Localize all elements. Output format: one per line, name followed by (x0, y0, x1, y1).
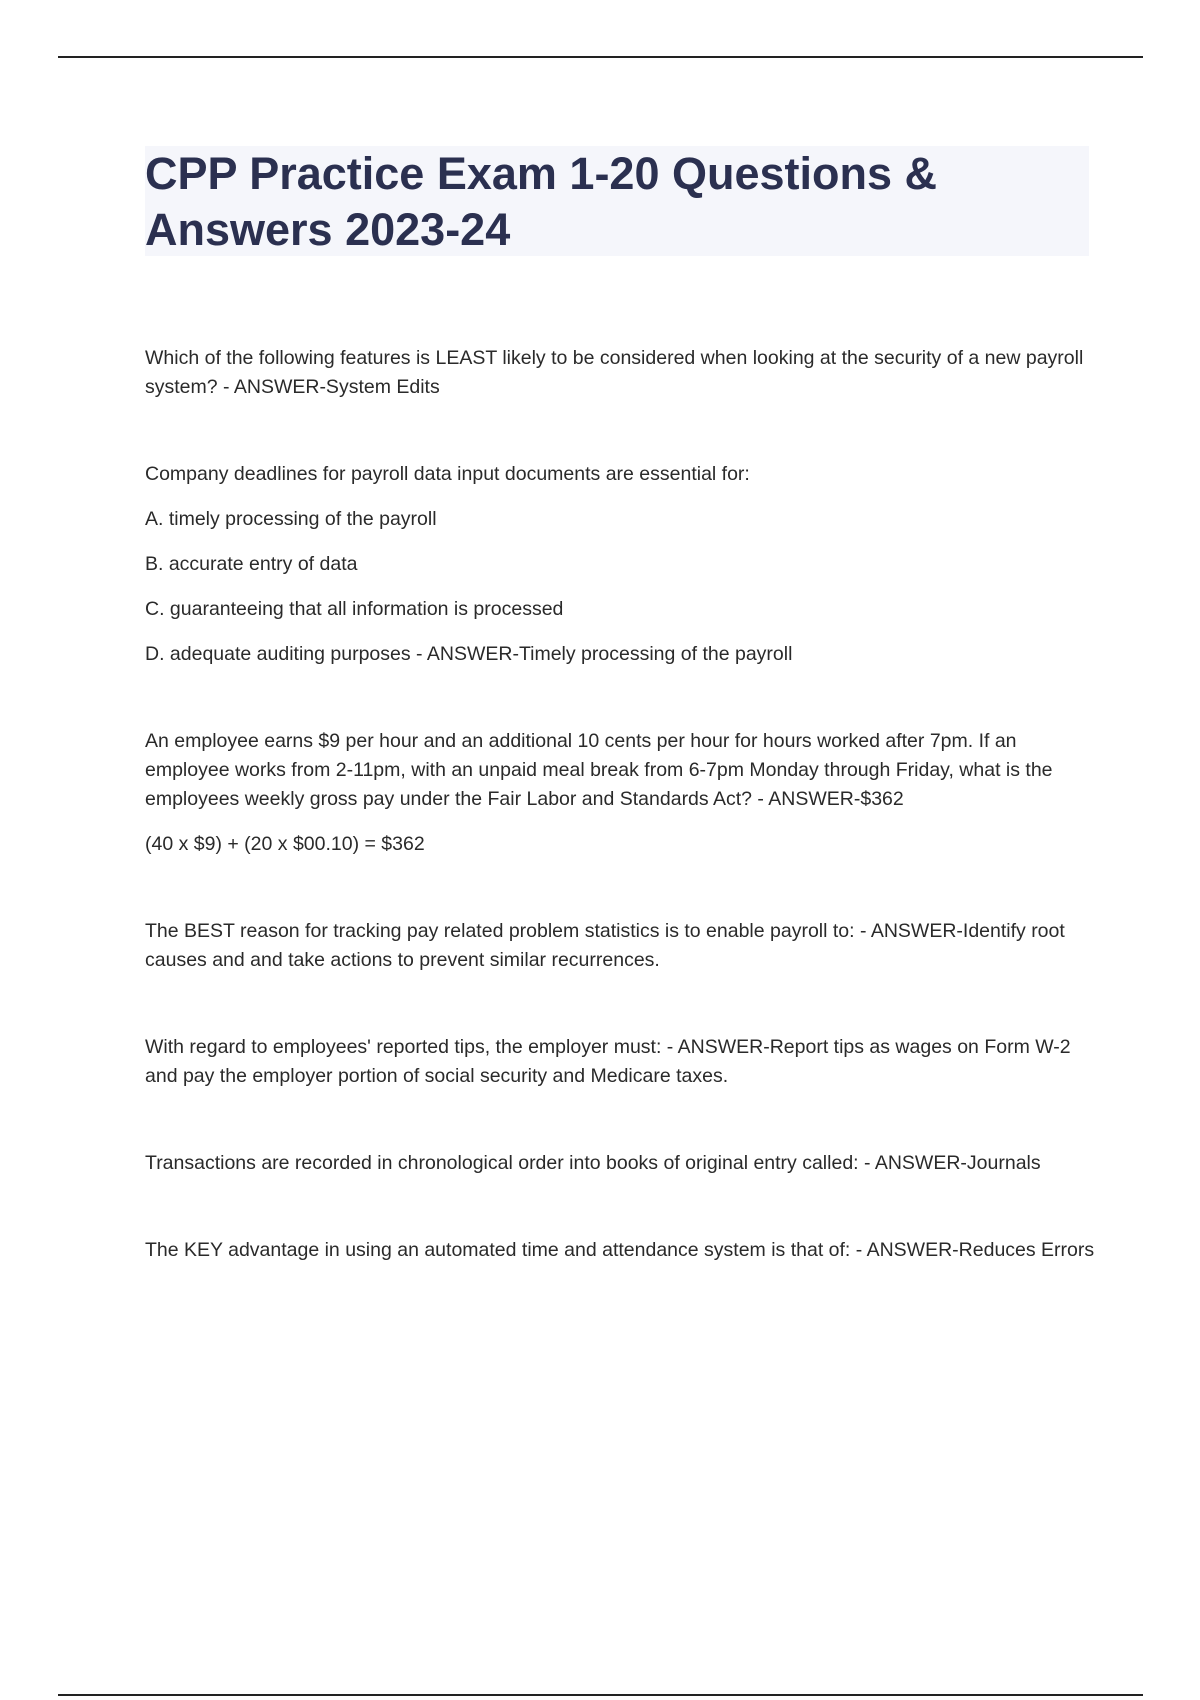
qa-item-4 (145, 917, 1095, 975)
title-block (145, 146, 1089, 256)
bottom-rule (58, 1694, 1143, 1696)
qa-item-5 (145, 1033, 1095, 1091)
page-title (145, 146, 1089, 258)
title-line-2: Answers 2023-24 (145, 204, 511, 255)
question-text: Company deadlines for payroll data input documents are essential for: (145, 463, 750, 485)
option-d: D. adequate auditing purposes - ANSWER-Timely processing of the payroll (145, 643, 793, 665)
question-text: The BEST reason for tracking pay related problem statistics is to enable payroll to: - ANSWER-Identify root causes and and take actions to prevent similar recurrences. (145, 920, 1065, 971)
question-text: With regard to employees' reported tips, the employer must: - ANSWER-Report tips as wages on Form W-2 and pay the employer portion of social security and Medicare taxes. (145, 1036, 1071, 1087)
qa-item-3 (145, 727, 1095, 859)
qa-item-7 (145, 1236, 1095, 1265)
qa-item-6 (145, 1149, 1095, 1178)
question-text: An employee earns $9 per hour and an additional 10 cents per hour for hours worked after 7pm. If an employee works from 2-11pm, with an unpaid meal break from 6-7pm Monday through Friday, what is the employees weekly gross pay under the Fair Labor and Standards Act? - ANSWER-$362 (145, 730, 1053, 810)
qa-list (145, 344, 1095, 1323)
qa-item-1 (145, 344, 1095, 402)
question-text: Which of the following features is LEAST likely to be considered when looking at the security of a new payroll system? - ANSWER-System Edits (145, 347, 1084, 398)
qa-item-2 (145, 460, 1095, 669)
title-line-1: CPP Practice Exam 1-20 Questions & (145, 148, 938, 199)
option-b: B. accurate entry of data (145, 553, 358, 575)
question-text: The KEY advantage in using an automated time and attendance system is that of: - ANSWER-Reduces Errors (145, 1239, 1095, 1261)
question-text: Transactions are recorded in chronological order into books of original entry called: - ANSWER-Journals (145, 1152, 1041, 1174)
option-a: A. timely processing of the payroll (145, 508, 437, 530)
calculation-text: (40 x $9) + (20 x $00.10) = $362 (145, 833, 425, 855)
top-rule (58, 56, 1143, 58)
option-c: C. guaranteeing that all information is processed (145, 598, 564, 620)
